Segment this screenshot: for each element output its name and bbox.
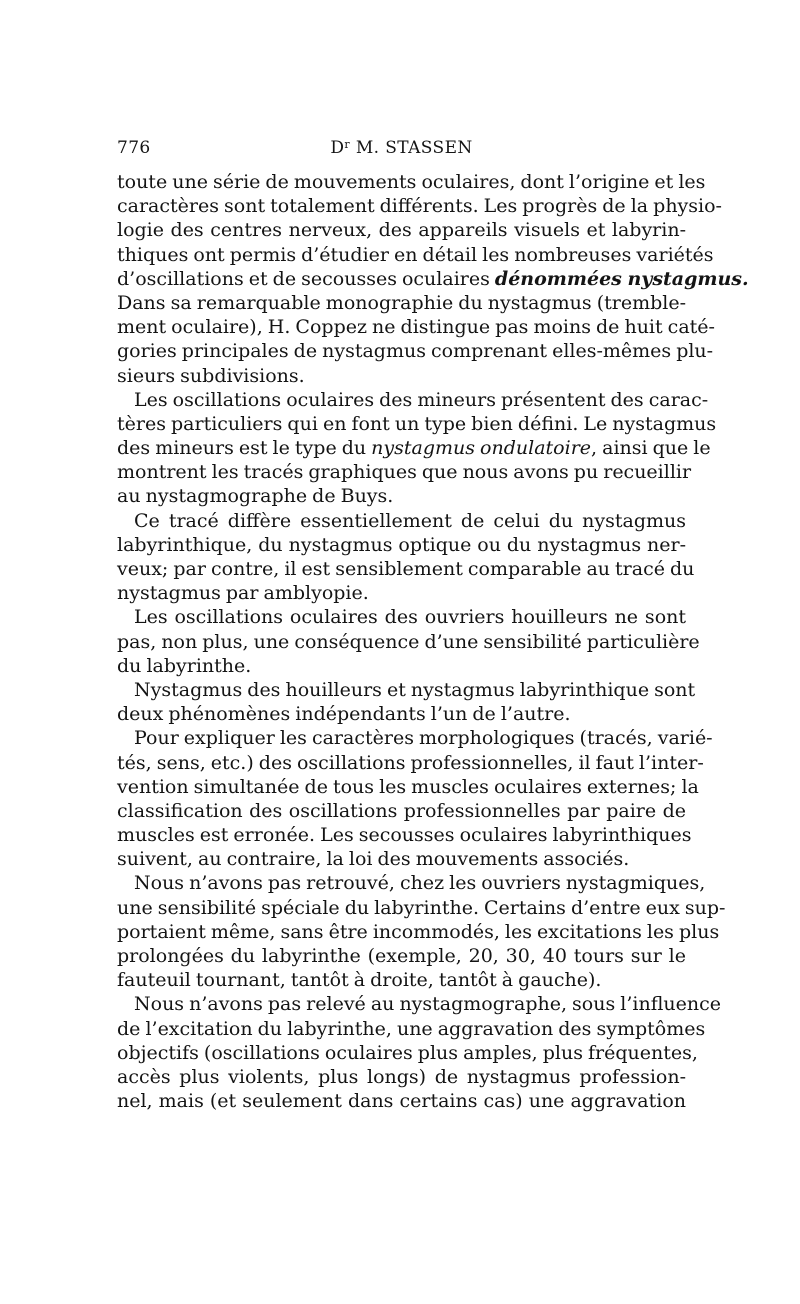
text-segment: nel, mais (et seulement dans certains cas) une aggravation: [117, 1090, 686, 1113]
text-segment: accès plus violents, plus longs) de nystagmus profession-: [117, 1065, 686, 1088]
text-line: [117, 702, 686, 726]
page-number: 776: [117, 138, 151, 158]
text-line: [117, 557, 695, 581]
text-segment: fauteuil tournant, tantôt à droite, tantôt à gauche).: [117, 969, 602, 992]
text-segment: muscles est erronée. Les secousses oculaires labyrinthiques: [117, 824, 692, 847]
text-segment: une sensibilité spéciale du labyrinthe. Certains d’entre eux sup-: [117, 896, 726, 919]
text-segment: logie des centres nerveux, des appareils visuels et labyrin-: [117, 219, 686, 242]
text-line: [117, 751, 704, 775]
text-segment: d’oscillations et de secousses oculaires: [117, 267, 495, 290]
text-segment: Ce tracé diffère essentiellement de celui du nystagmus: [134, 509, 686, 532]
header-title-superscript: r: [344, 138, 351, 151]
text-segment: vention simultanée de tous les muscles oculaires externes; la: [117, 775, 699, 798]
text-segment: ment oculaire), H. Coppez ne distingue pas moins de huit caté-: [117, 316, 715, 339]
text-line: [117, 218, 686, 242]
header-title-name: M. STASSEN: [350, 138, 473, 158]
text-line: [117, 533, 686, 557]
text-segment: prolongées du labyrinthe (exemple, 20, 30, 40 tours sur le: [117, 945, 686, 967]
text-segment: du labyrinthe.: [117, 654, 252, 677]
text-line: [117, 339, 714, 363]
text-line: [117, 654, 686, 678]
text-line: [117, 484, 686, 508]
emphasized-text: dénommées nystagmus.: [494, 267, 749, 290]
text-line: [117, 194, 722, 218]
text-segment: de l’excitation du labyrinthe, une aggravation des symptômes: [117, 1017, 706, 1040]
text-line: [117, 1089, 686, 1113]
running-head: [117, 138, 686, 162]
text-line: [117, 992, 721, 1016]
text-line: [117, 726, 713, 750]
text-line: [117, 243, 714, 267]
text-line: [117, 581, 686, 605]
text-segment: pas, non plus, une conséquence d’une sensibilité particulière: [117, 630, 700, 653]
text-line: [117, 291, 686, 315]
text-line: [117, 460, 692, 484]
text-segment: tés, sens, etc.) des oscillations professionnelles, il faut l’inter-: [117, 751, 704, 774]
text-line: [117, 1041, 698, 1065]
text-segment: Nystagmus des houilleurs et nystagmus labyrinthique sont: [134, 678, 696, 701]
text-segment: classification des oscillations professionnelles par paire de: [117, 799, 686, 822]
text-segment: Pour expliquer les caractères morphologiques (tracés, varié-: [134, 727, 713, 750]
body-text: [117, 170, 749, 1113]
text-line: [117, 944, 686, 968]
text-segment: thiques ont permis d’étudier en détail les nombreuses variétés: [117, 243, 714, 266]
text-segment: Nous n’avons pas retrouvé, chez les ouvriers nystagmiques,: [134, 872, 706, 895]
text-segment: objectifs (oscillations oculaires plus amples, plus fréquentes,: [117, 1041, 698, 1064]
text-line: [117, 823, 692, 847]
text-line: [117, 388, 709, 412]
text-segment: montrent les tracés graphiques que nous avons pu recueillir: [117, 461, 692, 484]
text-segment: labyrinthique, du nystagmus optique ou du nystagmus ner-: [117, 533, 686, 556]
text-line: [117, 968, 686, 992]
text-segment: veux; par contre, il est sensiblement comparable au tracé du: [117, 558, 695, 580]
text-segment: au nystagmographe de Buys.: [117, 485, 394, 508]
text-segment: , ainsi que le: [591, 437, 711, 460]
text-segment: caractères sont totalement différents. Les progrès de la physio-: [117, 195, 722, 218]
text-segment: toute une série de mouvements oculaires, dont l’origine et les: [117, 171, 706, 193]
text-segment: gories principales de nystagmus comprenant elles-mêmes plu-: [117, 340, 714, 363]
text-line: [117, 799, 686, 823]
text-line: [117, 871, 706, 895]
text-line: [117, 509, 686, 533]
text-segment: des mineurs est le type du: [117, 437, 372, 460]
text-line: [117, 920, 720, 944]
text-line: [117, 896, 726, 920]
text-line: [117, 847, 686, 871]
text-segment: Nous n’avons pas relevé au nystagmographe, sous l’influence: [134, 993, 721, 1016]
text-segment: Dans sa remarquable monographie du nystagmus (tremble-: [117, 291, 686, 314]
text-line: [117, 630, 700, 654]
text-segment: nystagmus par amblyopie.: [117, 582, 369, 605]
emphasized-text: nystagmus ondulatoire: [371, 437, 592, 460]
text-line: [117, 678, 696, 702]
text-segment: sieurs subdivisions.: [117, 364, 305, 387]
text-line: [117, 267, 749, 291]
text-line: [117, 412, 717, 436]
text-line: [117, 436, 711, 460]
text-line: [117, 775, 699, 799]
text-segment: deux phénomènes indépendants l’un de l’autre.: [117, 703, 571, 726]
text-line: [117, 1065, 686, 1089]
text-line: [117, 364, 686, 388]
text-segment: Les oscillations oculaires des mineurs présentent des carac-: [134, 388, 709, 411]
header-title: [117, 138, 686, 158]
text-segment: Les oscillations oculaires des ouvriers houilleurs ne sont: [134, 606, 686, 629]
text-segment: tères particuliers qui en font un type bien défini. Le nystagmus: [117, 412, 717, 435]
text-segment: suivent, au contraire, la loi des mouvements associés.: [117, 848, 630, 871]
header-title-prefix: D: [330, 138, 345, 158]
text-segment: portaient même, sans être incommodés, les excitations les plus: [117, 920, 720, 943]
text-line: [117, 1017, 706, 1041]
text-line: [117, 605, 686, 629]
text-line: [117, 315, 715, 339]
text-line: [117, 170, 706, 194]
